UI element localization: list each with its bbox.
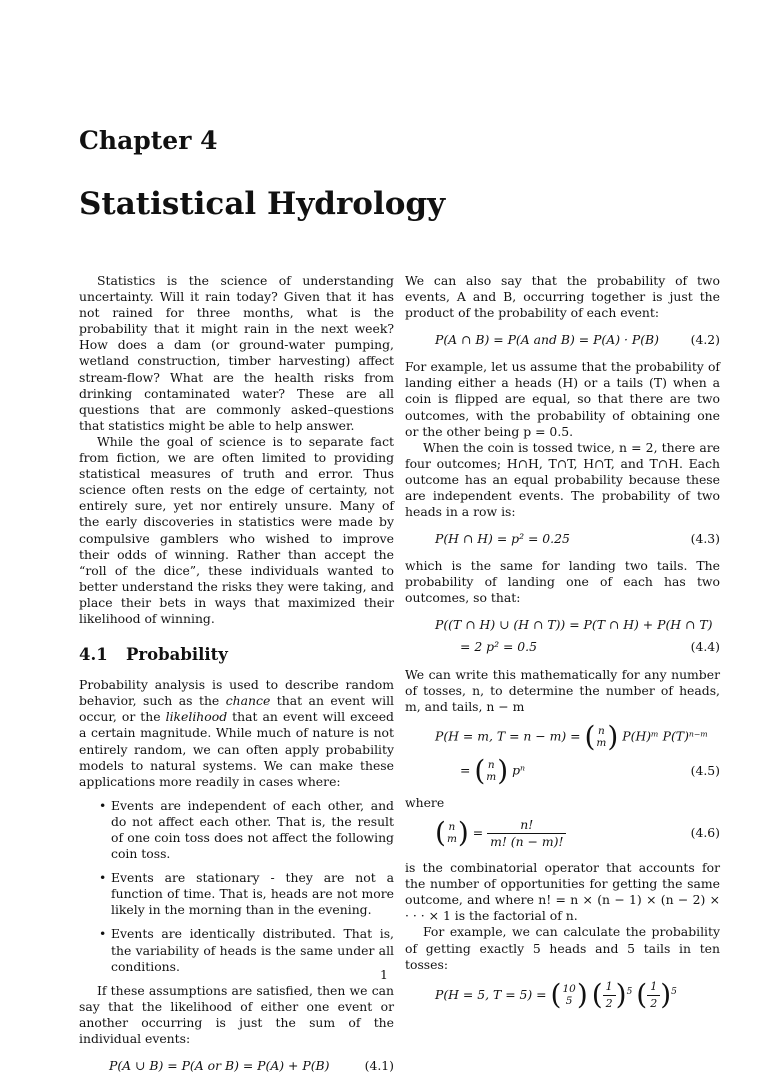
chapter-label: Chapter 4 xyxy=(79,126,218,155)
binom-bottom: m xyxy=(596,736,607,749)
binomial-coefficient: ( n m ) xyxy=(474,753,509,787)
paragraph-one-of-each: which is the same for landing two tails. The probability of landing one of each has two outcomes, so that: xyxy=(405,558,720,606)
equation-final xyxy=(405,979,720,1012)
binomial-coefficient: ( n m ) xyxy=(435,816,469,850)
binom-top: n xyxy=(448,821,456,834)
equation-math: = ( n m ) pⁿ xyxy=(460,753,526,787)
left-column xyxy=(79,273,394,1085)
equation-4-5-line-1 xyxy=(405,719,720,753)
section-heading-probability xyxy=(79,647,394,663)
equation-4-2 xyxy=(405,331,720,349)
text-run: that an event will occur, or the xyxy=(79,693,394,725)
conditions-list xyxy=(79,798,394,975)
fraction xyxy=(487,817,566,850)
paragraph-product-rule: We can also say that the probability of two events, A and B, occurring together is just the product of the probability of each event: xyxy=(405,273,720,321)
equation-math xyxy=(79,1058,330,1074)
fraction-in-parens: ( $\frac{1}{2}$ ) xyxy=(636,978,672,1012)
paragraph-combinatorial: is the combinatorial operator that accounts for the number of opportunities for getting the same outcome, and where n! = n × (n − 1) × (n − 2) × · · · × 1 is the factorial of n. xyxy=(405,860,720,924)
binomial-coefficient: ( 10 5 ) xyxy=(550,978,588,1012)
fraction-denominator: 2 xyxy=(605,996,613,1010)
equation-4-4-line-2 xyxy=(405,639,720,657)
text-run: that an event will exceed a certain magnitude. While much of nature is not entirely random, we can often apply probability models to natural systems. We can make these applications more readily in cases where: xyxy=(79,709,394,789)
binom-top: n xyxy=(598,724,605,737)
where-label: where xyxy=(405,794,445,810)
chapter-title: Statistical Hydrology xyxy=(79,186,446,222)
paragraph-n-tosses: We can write this mathematically for any number of tosses, n, to determine the number of heads, m, and tails, n − m xyxy=(405,666,720,714)
fraction-in-parens: ( $\frac{1}{2}$ ) xyxy=(591,978,627,1012)
fraction-denominator: 2 xyxy=(650,996,658,1010)
math-word-and: and xyxy=(533,332,557,348)
emphasis-chance: chance xyxy=(225,693,271,709)
binom-bottom: m xyxy=(446,833,457,846)
math-run: P(H = m, T = n − m) = xyxy=(435,728,581,744)
equation-math: P(H ∩ H) = p² = 0.25 xyxy=(435,531,570,547)
equation-4-3 xyxy=(405,530,720,548)
binom-bottom: m xyxy=(486,770,497,783)
probability-paragraph xyxy=(79,677,394,790)
section-number: 4.1 xyxy=(79,645,108,665)
equation-math: ( n m ) = $\frac{n!}{m! (n - m)!}$ xyxy=(405,817,566,850)
math-run: P(A ∪ B) = P(A xyxy=(109,1058,208,1074)
equation-tag: (4.6) xyxy=(690,825,720,841)
equation-4-1 xyxy=(79,1057,394,1075)
intro-paragraph-1: Statistics is the science of understanding uncertainty. Will it rain today? Given that it has not rained for three months, what is the probability that it might rain in the next week? How does a dam (or ground-water pumping, wetland construction, timber harvesting) affect stream-flow? What are the health risks from drinking contaminated water? These are all questions that are commonly asked–questions that statistics might be able to help answer. xyxy=(79,273,394,433)
math-run: P(H = 5, T = 5) = xyxy=(435,986,547,1002)
equation-math: = 2 p² = 0.5 xyxy=(460,639,538,655)
fraction-numerator: 1 xyxy=(603,979,616,996)
exponent: 5 xyxy=(671,986,677,997)
equation-4-4-line-1 xyxy=(405,617,720,635)
binom-bottom: 5 xyxy=(565,995,573,1008)
fraction-numerator: n! xyxy=(487,817,566,834)
binomial-coefficient: ( n m ) xyxy=(584,719,619,753)
list-item: • Events are stationary - they are not a function of time. That is, heads are not more likely in the morning than in the evening. xyxy=(99,870,394,918)
text-run: Probability analysis is used to describe random behavior, such as the xyxy=(79,677,394,709)
section-title: Probability xyxy=(126,645,228,665)
math-word-or: or xyxy=(207,1058,222,1074)
equation-4-5-line-2 xyxy=(405,753,720,787)
assumptions-paragraph: If these assumptions are satisfied, then we can say that the likelihood of either one event or another occurring is just the sum of the individual events: xyxy=(79,982,394,1047)
equation-tag: (4.4) xyxy=(690,639,720,655)
math-run: pⁿ xyxy=(512,762,526,778)
paragraph-ten-tosses: For example, we can calculate the probability of getting exactly 5 heads and 5 tails in ten tosses: xyxy=(405,924,720,972)
math-run: P(A ∩ B) = P(A xyxy=(435,332,534,348)
page-number: 1 xyxy=(380,967,388,982)
equation-4-6 xyxy=(405,817,720,850)
equation-math: P((T ∩ H) ∪ (H ∩ T)) = P(T ∩ H) + P(H ∩ T) xyxy=(435,617,713,633)
math-run: P(H)ᵐ P(T)ⁿ⁻ᵐ xyxy=(622,728,709,744)
math-run: B) = P(A) · P(B) xyxy=(556,332,659,348)
math-run: B) = P(A) + P(B) xyxy=(221,1058,330,1074)
equation-tag: (4.5) xyxy=(690,762,720,778)
list-item: • Events are identically distributed. That is, the variability of heads is the same under all conditions. xyxy=(99,926,394,974)
equation-tag: (4.1) xyxy=(364,1058,394,1074)
list-item: • Events are independent of each other, and do not affect each other. That is, the result of one coin toss does not affect the following coin toss. xyxy=(99,798,394,862)
paragraph-coin-example: For example, let us assume that the probability of landing either a heads (H) or a tails (T) when a coin is flipped are equal, so that there are two outcomes, with the probability of obtaining one or the other being p = 0.5. xyxy=(405,359,720,439)
fraction-denominator: m! (n − m)! xyxy=(490,833,564,849)
binom-top: 10 xyxy=(562,983,576,996)
binom-top: n xyxy=(487,758,495,771)
equation-math xyxy=(405,332,659,348)
paragraph-two-tosses: When the coin is tossed twice, n = 2, there are four outcomes; H∩H, T∩T, H∩T, and T∩H. Each outcome has an equal probability because these are independent events. The probability of two heads in a row is: xyxy=(405,439,720,520)
equation-math xyxy=(405,719,709,753)
equation-tag: (4.3) xyxy=(690,531,720,547)
emphasis-likelihood: likelihood xyxy=(165,709,228,725)
intro-paragraph-2: While the goal of science is to separate fact from fiction, we are often limited to providing statistical measures of truth and error. Thus science often rests on the edge of certainty, not entirely sure, yet nor entirely unsure. Many of the early discoveries in statistics were made by compulsive gamblers who wished to improve their odds of winning. Rather than accept the “roll of the dice”, these individuals wanted to better understand the risks they were taking, and place their bets in ways that maximized their likelihood of winning. xyxy=(79,433,394,626)
equation-math xyxy=(405,979,677,1012)
fraction-numerator: 1 xyxy=(647,979,660,996)
right-column xyxy=(405,273,720,1022)
exponent: 5 xyxy=(626,986,633,997)
equation-tag: (4.2) xyxy=(690,332,720,348)
